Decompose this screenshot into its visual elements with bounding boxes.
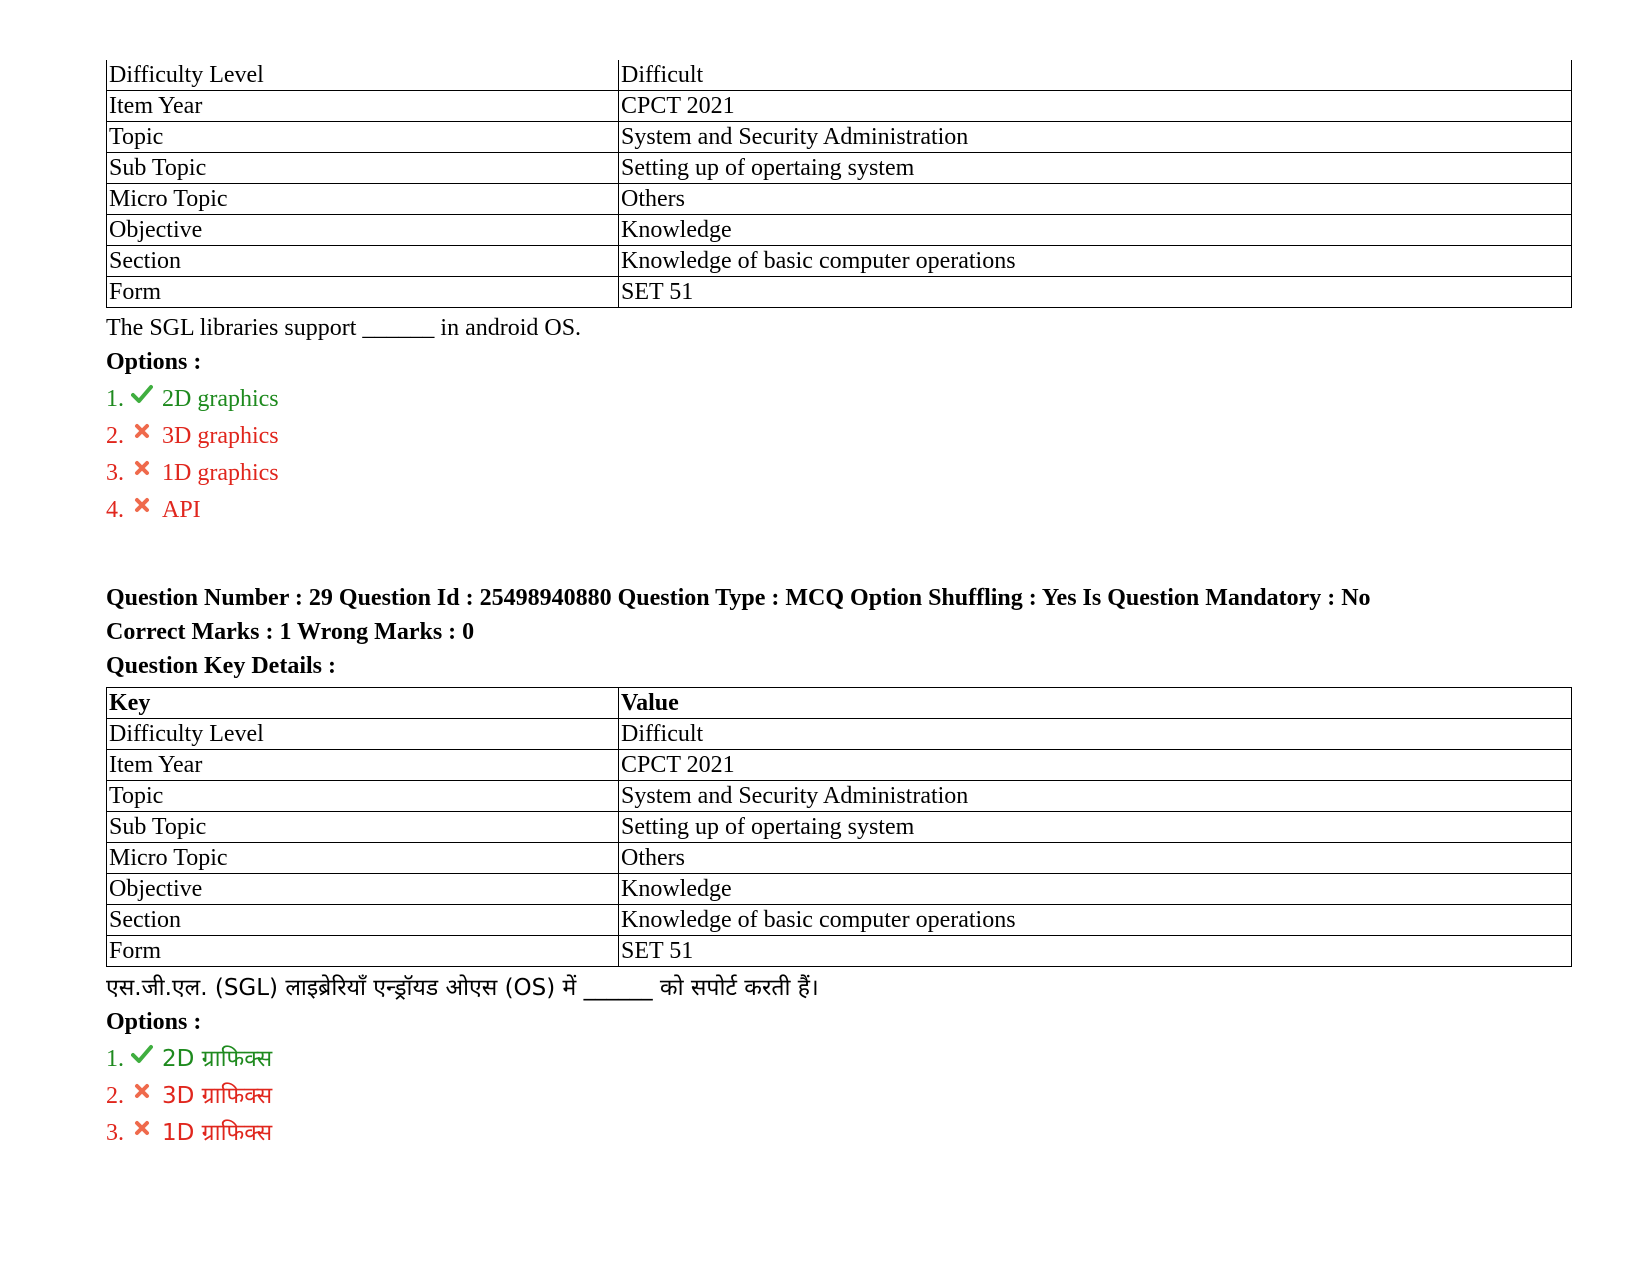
key-cell: Objective	[107, 874, 619, 905]
q28-options-label: Options :	[106, 349, 202, 375]
option-item	[106, 1115, 1572, 1152]
option-item	[106, 1041, 1572, 1078]
value-cell: Difficult	[619, 719, 1572, 750]
key-cell: Objective	[107, 215, 619, 246]
option-number: 1.	[106, 386, 124, 412]
key-cell: Item Year	[107, 750, 619, 781]
option-text: 2D graphics	[162, 386, 279, 412]
q29-options-label: Options :	[106, 1009, 202, 1035]
header-value-cell: Value	[619, 688, 1572, 719]
table-row	[107, 812, 1572, 843]
table-row	[107, 874, 1572, 905]
option-number: 4.	[106, 497, 124, 523]
q28-key-details-table	[106, 60, 1572, 308]
header-key-cell: Key	[107, 688, 619, 719]
key-cell: Micro Topic	[107, 184, 619, 215]
value-cell: Setting up of opertaing system	[619, 153, 1572, 184]
check-icon	[130, 382, 154, 406]
option-text: 1D graphics	[162, 460, 279, 486]
table-row	[107, 122, 1572, 153]
key-cell: Section	[107, 905, 619, 936]
table-row	[107, 215, 1572, 246]
table-row	[107, 843, 1572, 874]
key-cell: Form	[107, 936, 619, 967]
option-text: 3D graphics	[162, 423, 279, 449]
table-row	[107, 91, 1572, 122]
value-cell: Setting up of opertaing system	[619, 812, 1572, 843]
key-cell: Form	[107, 277, 619, 308]
option-item	[106, 381, 1572, 418]
table-row	[107, 936, 1572, 967]
option-number: 2.	[106, 1083, 124, 1109]
option-text: 1D ग्राफिक्स	[162, 1120, 273, 1146]
table-row	[107, 781, 1572, 812]
q29-question-text: एस.जी.एल. (SGL) लाइब्रेरियाँ एन्ड्रॉयड ओएस (OS) में ______ को सपोर्ट करती हैं।	[106, 975, 819, 1001]
option-item	[106, 1078, 1572, 1115]
q29-marks-line: Correct Marks : 1 Wrong Marks : 0	[106, 619, 475, 645]
option-number: 2.	[106, 423, 124, 449]
key-cell: Micro Topic	[107, 843, 619, 874]
value-cell: SET 51	[619, 277, 1572, 308]
key-cell: Item Year	[107, 91, 619, 122]
table-row	[107, 277, 1572, 308]
key-cell: Difficulty Level	[107, 60, 619, 91]
value-cell: Difficult	[619, 60, 1572, 91]
q28-question-text: The SGL libraries support ______ in android OS.	[106, 315, 582, 341]
table-row	[107, 153, 1572, 184]
cross-icon	[130, 1079, 154, 1103]
value-cell: CPCT 2021	[619, 750, 1572, 781]
key-cell: Sub Topic	[107, 812, 619, 843]
value-cell: Knowledge of basic computer operations	[619, 246, 1572, 277]
value-cell: System and Security Administration	[619, 781, 1572, 812]
value-cell: Knowledge	[619, 215, 1572, 246]
option-number: 3.	[106, 1120, 124, 1146]
key-cell: Difficulty Level	[107, 719, 619, 750]
key-cell: Sub Topic	[107, 153, 619, 184]
table-row	[107, 60, 1572, 91]
table-row	[107, 905, 1572, 936]
value-cell: Others	[619, 843, 1572, 874]
table-row	[107, 246, 1572, 277]
q29-options-list	[106, 1041, 1572, 1152]
q28-options-list	[106, 381, 1572, 529]
q29-key-details-table	[106, 687, 1572, 967]
q29-key-details-label: Question Key Details :	[106, 653, 336, 679]
option-number: 3.	[106, 460, 124, 486]
option-item	[106, 492, 1572, 529]
cross-icon	[130, 493, 154, 517]
value-cell: CPCT 2021	[619, 91, 1572, 122]
cross-icon	[130, 1116, 154, 1140]
q29-meta-line: Question Number : 29 Question Id : 25498940880 Question Type : MCQ Option Shuffling : Yes Is Question Mandatory : No	[106, 585, 1371, 611]
table-row	[107, 719, 1572, 750]
document-page	[106, 60, 1572, 1152]
option-text: 3D ग्राफिक्स	[162, 1083, 273, 1109]
option-text: API	[162, 497, 201, 523]
cross-icon	[130, 456, 154, 480]
table-header-row	[107, 688, 1572, 719]
option-item	[106, 455, 1572, 492]
value-cell: Knowledge of basic computer operations	[619, 905, 1572, 936]
check-icon	[130, 1042, 154, 1066]
q29-meta	[106, 581, 1572, 683]
cross-icon	[130, 419, 154, 443]
key-cell: Section	[107, 246, 619, 277]
value-cell: System and Security Administration	[619, 122, 1572, 153]
option-item	[106, 418, 1572, 455]
key-cell: Topic	[107, 781, 619, 812]
value-cell: SET 51	[619, 936, 1572, 967]
key-cell: Topic	[107, 122, 619, 153]
option-number: 1.	[106, 1046, 124, 1072]
table-row	[107, 750, 1572, 781]
value-cell: Knowledge	[619, 874, 1572, 905]
option-text: 2D ग्राफिक्स	[162, 1046, 273, 1072]
value-cell: Others	[619, 184, 1572, 215]
table-row	[107, 184, 1572, 215]
